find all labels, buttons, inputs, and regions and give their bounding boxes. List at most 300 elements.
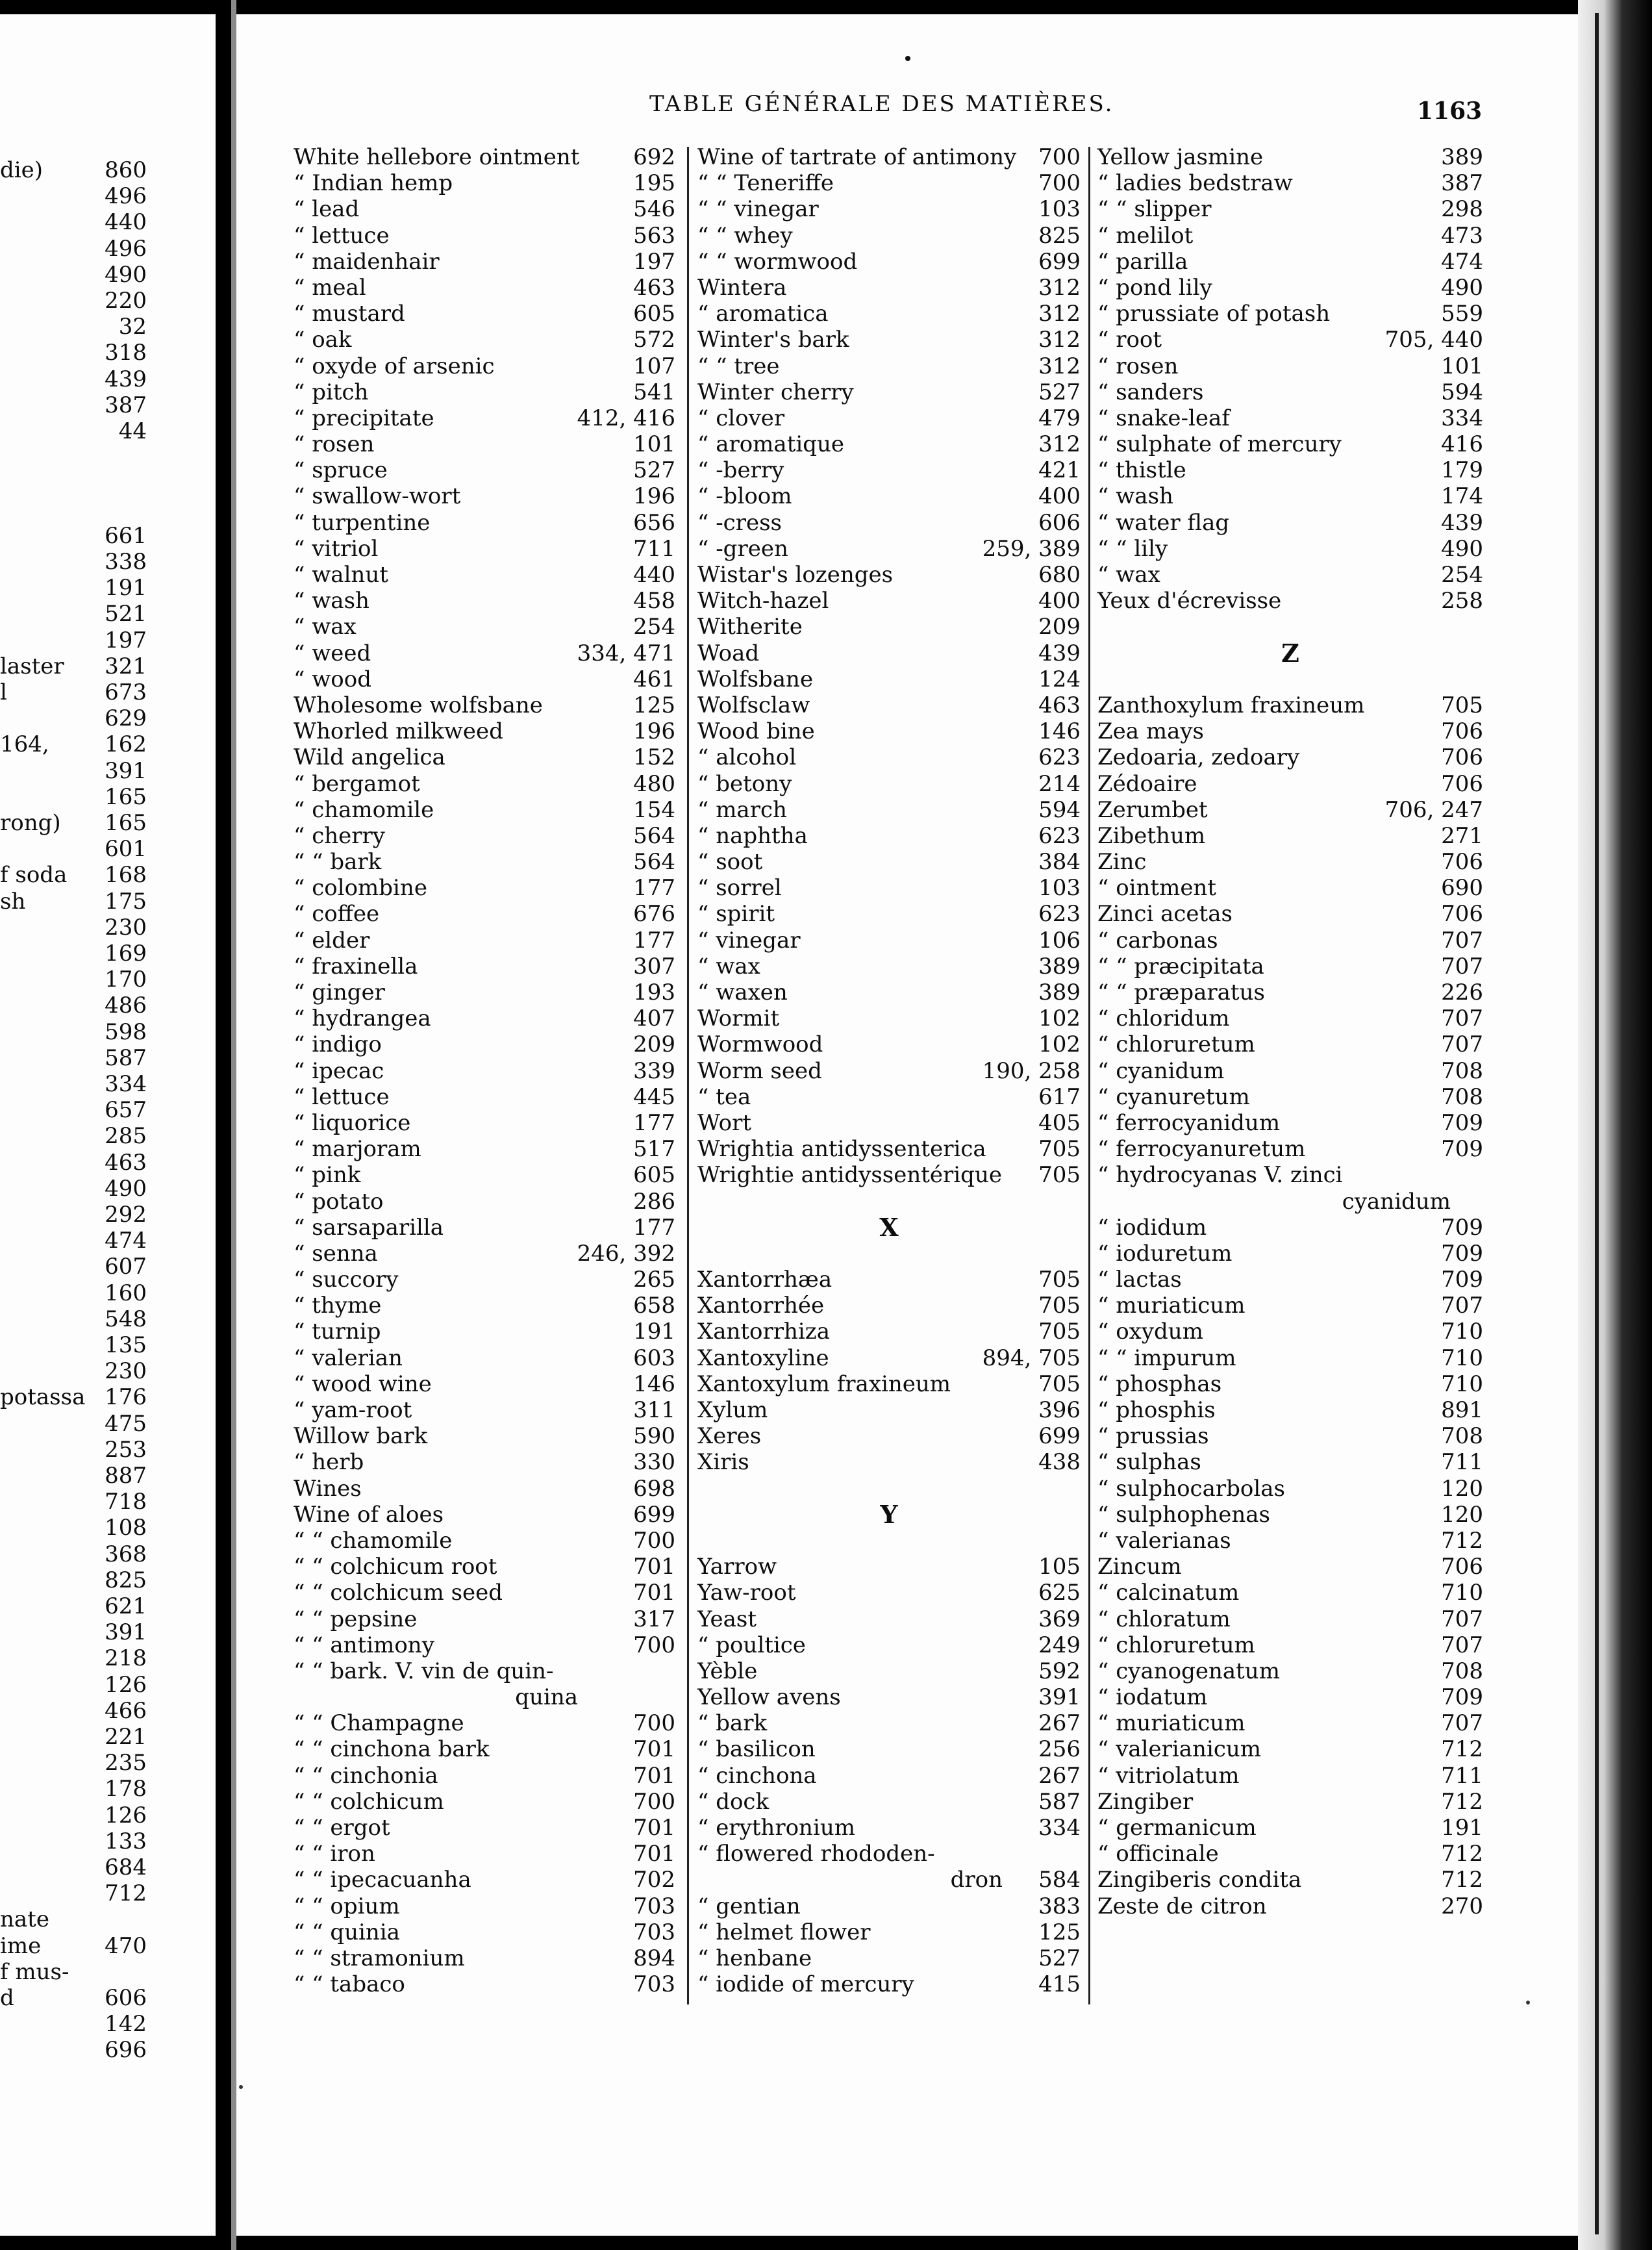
- index-entry: [1097, 223, 1483, 249]
- fragment-row: [0, 236, 147, 262]
- entry-term: cyanidum: [1342, 1188, 1451, 1215]
- entry-page-ref: 312: [1038, 301, 1081, 327]
- entry-term: “ melilot: [1097, 222, 1194, 249]
- entry-page-ref: 387: [1441, 170, 1483, 197]
- index-entry: [1097, 483, 1483, 509]
- index-entry: [1097, 301, 1483, 327]
- entry-term: “ clover: [697, 405, 785, 431]
- entry-page-ref: 606: [1038, 509, 1081, 536]
- index-entry: [697, 1710, 1081, 1736]
- entry-term: “ root: [1097, 327, 1162, 353]
- fragment-text: laster: [0, 653, 64, 679]
- fragment-row: [0, 1802, 147, 1828]
- index-entry: [294, 744, 675, 770]
- entry-term: “ bergamot: [294, 770, 420, 797]
- fragment-number: 221: [105, 1724, 147, 1750]
- index-entry: [697, 588, 1081, 614]
- index-entry: [1097, 1736, 1483, 1762]
- entry-term: “ prussias: [1097, 1423, 1209, 1450]
- fragment-number: 496: [105, 183, 147, 210]
- entry-page-ref: 226: [1441, 980, 1483, 1005]
- entry-term: “ wash: [1097, 483, 1173, 510]
- entry-term: “ aromatica: [697, 301, 829, 327]
- entry-page-ref: 700: [633, 1788, 675, 1815]
- index-entry: [697, 1971, 1081, 1997]
- entry-term: Zinc: [1097, 849, 1147, 876]
- entry-term: “ “ colchicum seed: [294, 1580, 503, 1606]
- entry-term: “ sanders: [1097, 379, 1204, 405]
- index-entry: [697, 1084, 1081, 1110]
- index-entry: [1097, 1684, 1483, 1710]
- entry-page-ref: 334: [1038, 1815, 1081, 1841]
- index-entry: [697, 1031, 1081, 1057]
- index-entry: [697, 1005, 1081, 1031]
- section-letter-text: X: [879, 1212, 899, 1242]
- entry-page-ref: 412, 416: [577, 405, 675, 431]
- entry-term: “ phosphis: [1097, 1397, 1216, 1423]
- fragment-row: [0, 1672, 147, 1698]
- entry-page-ref: 623: [1038, 744, 1081, 771]
- entry-page-ref: 709: [1441, 1136, 1483, 1163]
- fragment-number: 521: [105, 601, 147, 627]
- index-entry: [294, 1031, 675, 1057]
- entry-page-ref: 546: [633, 196, 675, 223]
- fragment-row: [0, 209, 147, 235]
- entry-page-ref: 154: [633, 796, 675, 823]
- index-entry: [697, 379, 1081, 405]
- entry-page-ref: 707: [1441, 953, 1483, 980]
- entry-page-ref: 605: [633, 1162, 675, 1189]
- section-letter: [697, 1499, 1081, 1529]
- entry-term: “ ointment: [1097, 875, 1217, 902]
- entry-term: “ “ antimony: [294, 1632, 434, 1658]
- entry-term: “ oak: [294, 327, 352, 353]
- entry-term: dron: [950, 1867, 1003, 1893]
- index-entry: [294, 562, 675, 588]
- entry-page-ref: 700: [633, 1632, 675, 1658]
- entry-page-ref: 416: [1441, 431, 1483, 458]
- entry-page-ref: 710: [1441, 1580, 1483, 1606]
- entry-term: “ henbane: [697, 1945, 812, 1971]
- entry-term: Xylum: [697, 1397, 768, 1423]
- fragment-number: 587: [105, 1044, 147, 1071]
- entry-term: Zédoaire: [1097, 770, 1197, 797]
- index-entry: [294, 954, 675, 980]
- fragment-number: 673: [105, 679, 147, 705]
- fragment-number: 169: [105, 941, 147, 967]
- index-entry: [1097, 588, 1483, 614]
- fragment-row: [0, 967, 147, 992]
- fragment-text: d: [0, 1985, 14, 2011]
- entry-term: “ iodide of mercury: [697, 1971, 914, 1998]
- entry-page-ref: 676: [633, 901, 675, 928]
- entry-page-ref: 214: [1038, 770, 1081, 797]
- entry-page-ref: 699: [1038, 1423, 1081, 1450]
- entry-term: “ pond lily: [1097, 274, 1212, 301]
- index-entry: [1097, 353, 1483, 379]
- entry-page-ref: 209: [633, 1031, 675, 1058]
- fragment-row: [0, 1489, 147, 1515]
- index-entry: [294, 1945, 675, 1971]
- entry-page-ref: 254: [633, 614, 675, 640]
- entry-page-ref: 709: [1441, 1267, 1483, 1293]
- entry-term: “ “ slipper: [1097, 196, 1212, 223]
- fragment-row: [0, 418, 147, 444]
- fragment-row: [0, 1985, 147, 2011]
- entry-page-ref: 101: [633, 431, 675, 458]
- index-entry: [1097, 144, 1483, 170]
- index-entry: [697, 1554, 1081, 1580]
- entry-term: “ “ chamomile: [294, 1527, 453, 1554]
- entry-page-ref: 707: [1441, 1031, 1483, 1058]
- entry-term: Zinci acetas: [1097, 901, 1233, 928]
- entry-term: “ sulphocarbolas: [1097, 1475, 1285, 1502]
- index-entry: [1097, 1319, 1483, 1345]
- fragment-row: [0, 1071, 147, 1097]
- index-entry: [294, 1084, 675, 1110]
- entry-page-ref: 124: [1038, 666, 1081, 692]
- index-entry: [294, 1554, 675, 1580]
- fragment-row: [0, 862, 147, 888]
- fragment-row: [0, 784, 147, 810]
- entry-page-ref: 712: [1441, 1788, 1483, 1815]
- fragment-number: 165: [105, 783, 147, 810]
- entry-page-ref: 825: [1038, 222, 1081, 249]
- index-entry: [697, 327, 1081, 353]
- index-entry: [294, 353, 675, 379]
- entry-term: “ maidenhair: [294, 248, 440, 275]
- entry-page-ref: 707: [1441, 1710, 1483, 1737]
- entry-term: “ lead: [294, 196, 360, 223]
- entry-page-ref: 177: [633, 927, 675, 954]
- fragment-number: 126: [105, 1671, 147, 1698]
- index-entry: [1097, 980, 1483, 1005]
- entry-page-ref: 710: [1441, 1371, 1483, 1397]
- entry-term: Yeast: [697, 1606, 757, 1632]
- entry-page-ref: 709: [1441, 1109, 1483, 1136]
- entry-page-ref: 265: [633, 1267, 675, 1293]
- entry-term: “ lettuce: [294, 1083, 390, 1110]
- fragment-number: 191: [105, 575, 147, 601]
- fragment-number: 621: [105, 1593, 147, 1619]
- entry-term: “ -berry: [697, 457, 784, 484]
- fragment-row: [0, 941, 147, 967]
- index-entry: [1097, 744, 1483, 770]
- index-entry: [1097, 1136, 1483, 1162]
- fragment-row: [0, 653, 147, 679]
- entry-term: Xiris: [697, 1449, 749, 1476]
- entry-page-ref: 389: [1038, 980, 1081, 1005]
- fragment-text: f mus-: [0, 1958, 69, 1985]
- entry-term: “ -bloom: [697, 483, 792, 510]
- index-entry: [1097, 1867, 1483, 1893]
- entry-term: “ “ Teneriffe: [697, 170, 834, 197]
- index-entry: [697, 536, 1081, 562]
- entry-page-ref: 258: [1441, 588, 1483, 614]
- entry-term: “ “ bark: [294, 849, 382, 876]
- entry-term: “ succory: [294, 1267, 399, 1293]
- entry-term: “ flowered rhododen-: [697, 1841, 935, 1867]
- fragment-number: 661: [105, 522, 147, 549]
- index-entry: [294, 1789, 675, 1815]
- index-entry: [697, 1945, 1081, 1971]
- entry-page-ref: 603: [633, 1345, 675, 1371]
- fragment-number: 696: [105, 2037, 147, 2064]
- index-entry: [697, 483, 1081, 509]
- index-entry: [697, 457, 1081, 483]
- entry-term: Wormit: [697, 1005, 780, 1032]
- index-entry: [697, 901, 1081, 927]
- index-entry: [294, 588, 675, 614]
- entry-term: “ wax: [294, 614, 357, 640]
- index-entry: [697, 771, 1081, 797]
- index-entry: [1097, 457, 1483, 483]
- index-entry: [1097, 196, 1483, 222]
- entry-page-ref: 407: [633, 1005, 675, 1032]
- entry-page-ref: 384: [1038, 849, 1081, 876]
- entry-page-ref: 311: [633, 1397, 675, 1423]
- index-entry: [697, 1110, 1081, 1136]
- index-entry: [697, 1841, 1081, 1867]
- fragment-number: 496: [105, 235, 147, 262]
- index-entry: [697, 1658, 1081, 1684]
- fragment-number: 338: [105, 549, 147, 575]
- index-entry: [1097, 666, 1483, 692]
- entry-term: quina: [515, 1684, 578, 1711]
- entry-page-ref: 702: [633, 1867, 675, 1893]
- entry-page-ref: 541: [633, 379, 675, 405]
- index-entry: [697, 1319, 1081, 1345]
- entry-term: “ turpentine: [294, 509, 431, 536]
- entry-term: “ naphtha: [697, 822, 808, 849]
- fragment-number: 474: [105, 1228, 147, 1254]
- entry-term: “ swallow-wort: [294, 483, 461, 510]
- entry-page-ref: 706: [1441, 849, 1483, 876]
- entry-page-ref: 680: [1038, 562, 1081, 588]
- entry-term: “ betony: [697, 770, 792, 797]
- fragment-text: potassa: [0, 1384, 86, 1411]
- entry-page-ref: 196: [633, 718, 675, 745]
- index-entry: [697, 1136, 1081, 1162]
- index-entry: [1097, 1763, 1483, 1789]
- index-entry: [1097, 614, 1483, 640]
- fragment-row: [0, 1567, 147, 1593]
- index-entry: [1097, 536, 1483, 562]
- index-entry: [1097, 1893, 1483, 1919]
- fragment-number: 230: [105, 1358, 147, 1385]
- entry-term: “ oxydum: [1097, 1319, 1203, 1345]
- entry-term: “ liquorice: [294, 1109, 411, 1136]
- entry-term: “ phosphas: [1097, 1371, 1222, 1397]
- index-entry: [697, 1763, 1081, 1789]
- entry-term: Zea mays: [1097, 718, 1204, 745]
- entry-term: “ “ iron: [294, 1841, 375, 1867]
- entry-term: “ vitriolatum: [1097, 1762, 1240, 1789]
- entry-term: “ sorrel: [697, 875, 782, 902]
- entry-term: “ valerian: [294, 1345, 403, 1371]
- fragment-row: [0, 2011, 147, 2037]
- index-entry: [294, 1763, 675, 1789]
- index-entry: [697, 275, 1081, 301]
- fragment-number: 486: [105, 992, 147, 1019]
- entry-page-ref: 707: [1441, 927, 1483, 954]
- index-entry: [294, 1632, 675, 1658]
- entry-term: “ sulphas: [1097, 1449, 1201, 1476]
- section-letter-text: Y: [880, 1499, 898, 1529]
- fragment-number: 368: [105, 1541, 147, 1567]
- index-entry: [294, 144, 675, 170]
- entry-page-ref: 479: [1038, 405, 1081, 431]
- entry-page-ref: 102: [1038, 1031, 1081, 1058]
- entry-page-ref: 106: [1038, 927, 1081, 954]
- index-entry: [697, 849, 1081, 875]
- entry-term: “ “ præcipitata: [1097, 953, 1264, 980]
- entry-term: Xantorrhæa: [697, 1267, 832, 1293]
- fragment-number: 466: [105, 1697, 147, 1724]
- entry-term: Wormwood: [697, 1031, 823, 1058]
- entry-page-ref: 421: [1038, 457, 1081, 484]
- index-entry: [697, 1528, 1081, 1554]
- index-entry: [697, 980, 1081, 1005]
- index-entry: [1097, 823, 1483, 849]
- index-entry: [697, 353, 1081, 379]
- entry-term: “ water flag: [1097, 509, 1230, 536]
- fragment-number: 44: [118, 418, 147, 444]
- entry-page-ref: 396: [1038, 1397, 1081, 1423]
- entry-page-ref: 711: [633, 535, 675, 562]
- entry-term: “ march: [697, 796, 787, 823]
- fragment-row: [0, 470, 147, 496]
- entry-page-ref: 706: [1441, 744, 1483, 771]
- entry-term: “ “ pepsine: [294, 1606, 418, 1632]
- fragment-row: [0, 731, 147, 757]
- entry-term: Zedoaria, zedoary: [1097, 744, 1300, 771]
- fragment-row: [0, 1280, 147, 1306]
- index-entry: [294, 1058, 675, 1084]
- fragment-row: [0, 1619, 147, 1645]
- fragment-number: 175: [105, 888, 147, 915]
- entry-term: “ erythronium: [697, 1815, 855, 1841]
- entry-term: “ “ quinia: [294, 1919, 400, 1945]
- entry-term: “ aromatique: [697, 431, 845, 458]
- entry-page-ref: 656: [633, 509, 675, 536]
- entry-term: “ hydrocyanas V. zinci: [1097, 1162, 1343, 1189]
- entry-term: Yeux d'écrevisse: [1097, 588, 1282, 614]
- index-entry: [697, 1423, 1081, 1449]
- fragment-row: [0, 523, 147, 549]
- entry-term: “ vinegar: [697, 927, 801, 954]
- fragment-row: [0, 1306, 147, 1332]
- fragment-row: [0, 1959, 147, 1985]
- index-entry: [294, 510, 675, 536]
- entry-page-ref: 584: [1038, 1867, 1081, 1893]
- entry-page-ref: 438: [1038, 1449, 1081, 1476]
- entry-term: Yarrow: [697, 1554, 777, 1580]
- index-entry: [697, 1293, 1081, 1319]
- entry-term: “ chamomile: [294, 796, 434, 823]
- fragment-row: [0, 915, 147, 941]
- entry-page-ref: 461: [633, 666, 675, 692]
- entry-page-ref: 125: [633, 692, 675, 718]
- fragment-row: [0, 1724, 147, 1750]
- entry-page-ref: 705: [1441, 692, 1483, 718]
- fragment-number: 170: [105, 967, 147, 993]
- entry-term: “ weed: [294, 640, 371, 666]
- entry-term: Wine of tartrate of antimony: [697, 144, 1017, 170]
- index-entry: [294, 1971, 675, 1997]
- index-entry: [294, 1841, 675, 1867]
- entry-page-ref: 339: [633, 1057, 675, 1084]
- entry-page-ref: 312: [1038, 327, 1081, 353]
- entry-page-ref: 572: [633, 327, 675, 353]
- index-entry: [294, 483, 675, 509]
- entry-page-ref: 415: [1038, 1971, 1081, 1998]
- entry-term: “ thyme: [294, 1293, 382, 1319]
- fragment-row: [0, 1202, 147, 1228]
- index-entry: [1097, 327, 1483, 353]
- fragment-number: 168: [105, 862, 147, 889]
- entry-term: “ helmet flower: [697, 1919, 871, 1945]
- fragment-number: 318: [105, 340, 147, 366]
- index-entry: [1097, 1058, 1483, 1084]
- entry-page-ref: 617: [1038, 1083, 1081, 1110]
- entry-page-ref: 400: [1038, 483, 1081, 510]
- entry-term: “ fraxinella: [294, 953, 418, 980]
- entry-term: “ basilicon: [697, 1736, 816, 1763]
- fragment-text: l: [0, 679, 7, 705]
- entry-term: “ calcinatum: [1097, 1580, 1240, 1606]
- fragment-number: 684: [105, 1854, 147, 1880]
- fragment-row: [0, 549, 147, 575]
- index-entry: [294, 875, 675, 901]
- entry-page-ref: 190, 258: [982, 1057, 1081, 1084]
- fragment-number: 220: [105, 288, 147, 314]
- entry-term: “ wood wine: [294, 1371, 432, 1397]
- index-column-2: [697, 144, 1081, 1997]
- index-entry: [294, 1397, 675, 1423]
- index-entry: [1097, 1502, 1483, 1528]
- entry-page-ref: 699: [1038, 248, 1081, 275]
- entry-term: “ ferrocyanuretum: [1097, 1136, 1306, 1163]
- index-entry: [697, 718, 1081, 744]
- index-entry: [697, 1893, 1081, 1919]
- entry-term: “ precipitate: [294, 405, 434, 431]
- entry-term: Woad: [697, 640, 760, 666]
- fragment-number: 160: [105, 1280, 147, 1306]
- entry-term: Yaw-root: [697, 1580, 796, 1606]
- entry-page-ref: 463: [1038, 692, 1081, 718]
- fragment-row: [0, 262, 147, 288]
- entry-term: Willow bark: [294, 1423, 428, 1450]
- entry-term: “ iodidum: [1097, 1214, 1207, 1241]
- index-entry: [1097, 1449, 1483, 1475]
- fragment-row: [0, 1541, 147, 1567]
- entry-term: “ “ colchicum root: [294, 1554, 497, 1580]
- entry-term: Zeste de citron: [1097, 1893, 1267, 1919]
- fragment-number: 548: [105, 1306, 147, 1332]
- entry-page-ref: 705: [1038, 1162, 1081, 1189]
- index-entry: [697, 223, 1081, 249]
- fragment-row: [0, 1933, 147, 1959]
- entry-page-ref: 254: [1441, 562, 1483, 588]
- entry-term: Wines: [294, 1475, 362, 1502]
- entry-page-ref: 623: [1038, 822, 1081, 849]
- entry-page-ref: 177: [633, 875, 675, 902]
- index-entry: [1097, 1841, 1483, 1867]
- fragment-row: [0, 1750, 147, 1776]
- scan-border-top: [0, 0, 1652, 14]
- entry-page-ref: 706: [1441, 718, 1483, 745]
